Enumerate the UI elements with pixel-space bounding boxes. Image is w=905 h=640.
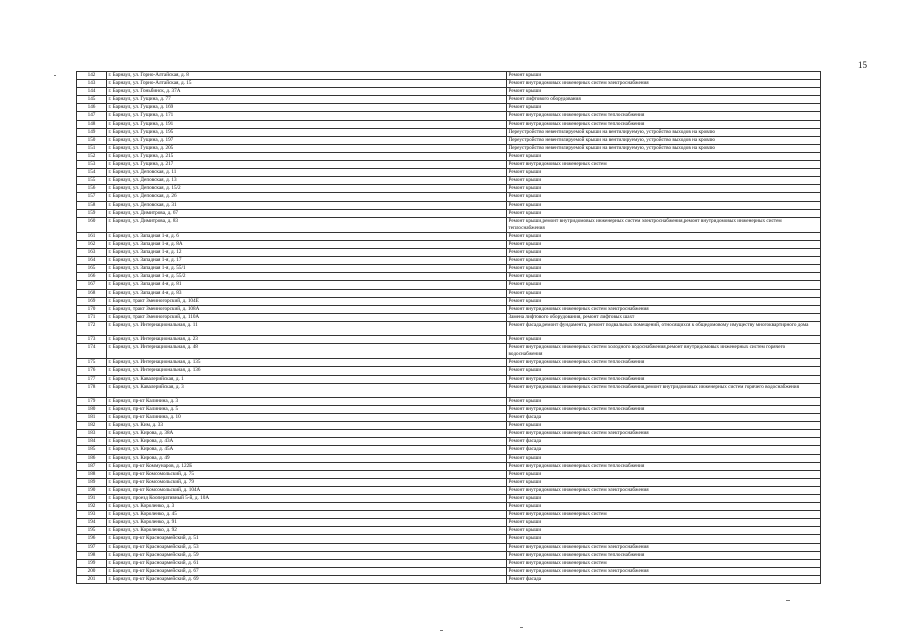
row-address: г. Барнаул, ул. Кавалерийская, д. 3 [107,383,507,397]
row-address: г. Барнаул, ул. Гущина, д. 191 [107,120,507,128]
row-address: г. Барнаул, ул. Деповская, д. 13 [107,177,507,185]
row-number: 164 [77,257,107,265]
table-row [77,80,821,88]
table-row [77,344,821,359]
table-row [77,313,821,321]
table-row [77,112,821,120]
row-address: г. Барнаул, ул. Гоньбинск, д. 37А [107,88,507,96]
row-work-type: Ремонт крыши [507,297,821,305]
row-number: 180 [77,405,107,413]
row-work-type: Ремонт внутридомовых инженерных систем теплоснабжения [507,120,821,128]
row-address: г. Барнаул, пр-кт Коммунаров, д. 122Б [107,462,507,470]
row-number: 197 [77,543,107,551]
row-number: 150 [77,136,107,144]
row-work-type: Ремонт крыши [507,527,821,535]
row-work-type: Ремонт лифтового оборудования [507,96,821,104]
table-row [77,462,821,470]
table-row [77,169,821,177]
row-number: 188 [77,470,107,478]
row-work-type: Переустройство невентилируемой крыши на вентилируемую, устройство выходов на кровлю [507,144,821,152]
table-row [77,120,821,128]
row-work-type: Ремонт фасада,ремонт фундамента, ремонт подвальных помещений, относящихся к общедомовому имуществу многоквартирного дома [507,321,821,335]
row-number: 154 [77,169,107,177]
row-number: 184 [77,438,107,446]
row-number: 163 [77,249,107,257]
table-row [77,305,821,313]
row-number: 142 [77,72,107,80]
row-number: 169 [77,297,107,305]
row-work-type: Ремонт внутридомовых инженерных систем теплоснабжения [507,462,821,470]
row-address: г. Барнаул, ул. Гущина, д. 77 [107,96,507,104]
table-row [77,281,821,289]
row-address: г. Барнаул, ул. Гущина, д. 195 [107,128,507,136]
row-work-type: Ремонт внутридомовых инженерных систем электроснабжения [507,430,821,438]
row-number: 192 [77,503,107,511]
repair-registry-table [76,71,821,584]
table-row [77,104,821,112]
row-work-type: Ремонт крыши,ремонт внутридомовых инженерных систем электроснабжения,ремонт внутридомовых инженерных систем теплоснабжения [507,217,821,232]
row-number: 201 [77,575,107,583]
row-address: г. Барнаул, ул. Западная 1-я, д. 8А [107,240,507,248]
table-row [77,217,821,232]
table-row [77,249,821,257]
row-work-type: Ремонт крыши [507,104,821,112]
row-address: г. Барнаул, ул. Западная 4-я, д. 81 [107,281,507,289]
table-row [77,72,821,80]
row-address: г. Барнаул, ул. Интернациональная, д. 135 [107,359,507,367]
row-address: г. Барнаул, ул. Горно-Алтайская, д. 8 [107,72,507,80]
table-row [77,185,821,193]
table-row [77,470,821,478]
row-number: 195 [77,527,107,535]
row-number: 181 [77,414,107,422]
row-number: 196 [77,535,107,543]
row-work-type: Ремонт внутридомовых инженерных систем электроснабжения [507,305,821,313]
row-address: г. Барнаул, ул. Интернациональная, д. 11 [107,321,507,335]
row-work-type: Ремонт крыши [507,503,821,511]
table-row [77,503,821,511]
row-address: г. Барнаул, проезд Кооперативный 5-й, д. 10А [107,494,507,502]
row-number: 157 [77,193,107,201]
table-row [77,232,821,240]
row-number: 182 [77,422,107,430]
table-row [77,144,821,152]
table-row [77,240,821,248]
row-number: 167 [77,281,107,289]
table-row [77,177,821,185]
row-work-type: Ремонт крыши [507,88,821,96]
row-address: г. Барнаул, ул. Короленко, д. 3 [107,503,507,511]
row-work-type: Ремонт крыши [507,470,821,478]
row-address: г. Барнаул, ул. Деповская, д. 15/2 [107,185,507,193]
registry-body [77,72,821,584]
row-work-type: Ремонт крыши [507,72,821,80]
row-number: 159 [77,209,107,217]
row-work-type: Ремонт крыши [507,177,821,185]
row-number: 144 [77,88,107,96]
row-address: г. Барнаул, ул. Гущина, д. 205 [107,144,507,152]
row-number: 148 [77,120,107,128]
table-row [77,336,821,344]
row-address: г. Барнаул, ул. Западная 1-я, д. 55/1 [107,265,507,273]
row-address: г. Барнаул, ул. Ким, д. 33 [107,422,507,430]
table-row [77,96,821,104]
row-number: 166 [77,273,107,281]
row-work-type: Ремонт крыши [507,367,821,375]
row-address: г. Барнаул, ул. Интернациональная, д. 136 [107,367,507,375]
row-number: 161 [77,232,107,240]
row-number: 145 [77,96,107,104]
row-work-type: Ремонт внутридомовых инженерных систем электроснабжения [507,543,821,551]
row-address: г. Барнаул, ул. Деповская, д. 26 [107,193,507,201]
row-work-type: Ремонт внутридомовых инженерных систем теплоснабжения [507,375,821,383]
table-row [77,494,821,502]
row-number: 146 [77,104,107,112]
row-address: г. Барнаул, пр-кт Комсомольский, д. 79 [107,478,507,486]
row-number: 190 [77,486,107,494]
row-work-type: Ремонт крыши [507,422,821,430]
row-number: 168 [77,289,107,297]
table-row [77,543,821,551]
row-address: г. Барнаул, ул. Западная 1-я, д. 12 [107,249,507,257]
row-number: 183 [77,430,107,438]
table-row [77,486,821,494]
row-work-type: Ремонт крыши [507,249,821,257]
row-work-type: Ремонт фасада [507,438,821,446]
row-work-type: Ремонт крыши [507,336,821,344]
row-work-type: Ремонт крыши [507,265,821,273]
row-work-type: Ремонт крыши [507,240,821,248]
row-work-type: Ремонт крыши [507,454,821,462]
row-address: г. Барнаул, ул. Кирова, д. 45А [107,446,507,454]
row-work-type: Ремонт внутридомовых инженерных систем [507,161,821,169]
table-row [77,511,821,519]
row-work-type: Ремонт внутридомовых инженерных систем теплоснабжения,ремонт внутридомовых инженерных систем горячего водоснабжения [507,383,821,397]
table-row [77,136,821,144]
row-number: 156 [77,185,107,193]
table-row [77,209,821,217]
row-number: 173 [77,336,107,344]
row-work-type: Ремонт крыши [507,478,821,486]
row-address: г. Барнаул, ул. Гущина, д. 215 [107,152,507,160]
row-address: г. Барнаул, пр-кт Красноармейский, д. 53 [107,543,507,551]
table-row [77,551,821,559]
table-row [77,383,821,397]
table-row [77,297,821,305]
row-work-type: Ремонт внутридомовых инженерных систем электроснабжения [507,567,821,575]
row-number: 153 [77,161,107,169]
table-row [77,454,821,462]
scan-mark [54,75,56,76]
table-row [77,422,821,430]
row-address: г. Барнаул, ул. Гущина, д. 217 [107,161,507,169]
row-number: 160 [77,217,107,232]
row-address: г. Барнаул, тракт Змеиногорский, д. 110А [107,313,507,321]
row-number: 170 [77,305,107,313]
table-row [77,405,821,413]
table-row [77,535,821,543]
row-work-type: Ремонт крыши [507,185,821,193]
row-address: г. Барнаул, тракт Змеиногорский, д. 104Е [107,297,507,305]
row-address: г. Барнаул, пр-кт Красноармейский, д. 67 [107,567,507,575]
row-number: 187 [77,462,107,470]
row-number: 158 [77,201,107,209]
table-row [77,161,821,169]
row-address: г. Барнаул, ул. Гущина, д. 197 [107,136,507,144]
row-address: г. Барнаул, ул. Горно-Алтайская, д. 15 [107,80,507,88]
scan-mark [786,600,790,601]
row-address: г. Барнаул, ул. Кирова, д. 43А [107,438,507,446]
row-number: 172 [77,321,107,335]
row-number: 155 [77,177,107,185]
row-work-type: Ремонт крыши [507,169,821,177]
row-address: г. Барнаул, пр-кт Красноармейский, д. 59 [107,551,507,559]
row-address: г. Барнаул, ул. Димитрова, д. 67 [107,209,507,217]
table-row [77,367,821,375]
table-row [77,575,821,583]
row-work-type: Ремонт крыши [507,273,821,281]
table-row [77,559,821,567]
table-row [77,201,821,209]
row-number: 151 [77,144,107,152]
row-number: 194 [77,519,107,527]
table-row [77,375,821,383]
table-row [77,527,821,535]
row-address: г. Барнаул, пр-кт Калинина, д. 3 [107,397,507,405]
table-row [77,446,821,454]
row-address: г. Барнаул, ул. Короленко, д. 45 [107,511,507,519]
page-number: 15 [858,60,867,70]
row-address: г. Барнаул, ул. Западная 4-я, д. 83 [107,289,507,297]
table-row [77,414,821,422]
row-work-type: Ремонт крыши [507,201,821,209]
row-address: г. Барнаул, ул. Деповская, д. 31 [107,201,507,209]
row-number: 191 [77,494,107,502]
row-work-type: Ремонт внутридомовых инженерных систем электроснабжения [507,80,821,88]
row-address: г. Барнаул, ул. Кирова, д. 49 [107,454,507,462]
row-work-type: Ремонт крыши [507,535,821,543]
row-number: 176 [77,367,107,375]
row-number: 189 [77,478,107,486]
row-work-type: Ремонт внутридомовых инженерных систем холодного водоснабжения,ремонт внутридомовых инженерных систем горячего водоснабжения [507,344,821,359]
row-number: 143 [77,80,107,88]
row-number: 186 [77,454,107,462]
row-address: г. Барнаул, ул. Короленко, д. 92 [107,527,507,535]
row-number: 199 [77,559,107,567]
table-row [77,397,821,405]
row-work-type: Ремонт крыши [507,152,821,160]
row-work-type: Ремонт внутридомовых инженерных систем теплоснабжения [507,359,821,367]
table-row [77,257,821,265]
row-number: 174 [77,344,107,359]
row-address: г. Барнаул, ул. Интернациональная, д. 23 [107,336,507,344]
table-row [77,430,821,438]
table-row [77,321,821,335]
row-address: г. Барнаул, тракт Змеиногорский, д. 108А [107,305,507,313]
table-row [77,567,821,575]
row-number: 200 [77,567,107,575]
row-work-type: Переустройство невентилируемой крыши на вентилируемую, устройство выходов на кровлю [507,136,821,144]
row-address: г. Барнаул, ул. Западная 1-я, д. 6 [107,232,507,240]
table-row [77,359,821,367]
row-work-type: Ремонт фасада [507,446,821,454]
table-row [77,289,821,297]
row-work-type: Ремонт фасада [507,414,821,422]
row-number: 185 [77,446,107,454]
row-work-type: Ремонт внутридомовых инженерных систем теплоснабжения [507,405,821,413]
row-number: 179 [77,397,107,405]
row-work-type: Ремонт внутридомовых инженерных систем [507,511,821,519]
row-address: г. Барнаул, пр-кт Красноармейский, д. 51 [107,535,507,543]
table-row [77,152,821,160]
row-address: г. Барнаул, пр-кт Комсомольский, д. 104А [107,486,507,494]
row-address: г. Барнаул, пр-кт Красноармейский, д. 69 [107,575,507,583]
row-address: г. Барнаул, ул. Гущина, д. 169 [107,104,507,112]
row-number: 198 [77,551,107,559]
row-work-type: Ремонт крыши [507,519,821,527]
row-address: г. Барнаул, ул. Деповская, д. 11 [107,169,507,177]
row-work-type: Ремонт внутридомовых инженерных систем теплоснабжения [507,112,821,120]
row-address: г. Барнаул, ул. Западная 1-я, д. 55/2 [107,273,507,281]
table-row [77,519,821,527]
table-row [77,128,821,136]
row-work-type: Ремонт крыши [507,289,821,297]
scan-mark [440,630,443,631]
row-work-type: Ремонт крыши [507,281,821,289]
row-work-type: Ремонт внутридомовых инженерных систем [507,559,821,567]
row-address: г. Барнаул, ул. Кавалерийская, д. 1 [107,375,507,383]
row-address: г. Барнаул, пр-кт Калинина, д. 5 [107,405,507,413]
row-address: г. Барнаул, ул. Гущина, д. 171 [107,112,507,120]
row-work-type: Ремонт крыши [507,397,821,405]
row-work-type: Ремонт крыши [507,257,821,265]
row-number: 171 [77,313,107,321]
row-address: г. Барнаул, пр-кт Комсомольский, д. 75 [107,470,507,478]
row-number: 149 [77,128,107,136]
row-number: 193 [77,511,107,519]
row-work-type: Ремонт внутридомовых инженерных систем электроснабжения [507,486,821,494]
row-address: г. Барнаул, ул. Западная 1-я, д. 17 [107,257,507,265]
row-work-type: Ремонт фасада [507,575,821,583]
row-number: 165 [77,265,107,273]
row-number: 147 [77,112,107,120]
row-address: г. Барнаул, пр-кт Красноармейский, д. 61 [107,559,507,567]
row-work-type: Ремонт внутридомовых инженерных систем теплоснабжения [507,551,821,559]
table-row [77,265,821,273]
row-address: г. Барнаул, ул. Интернациональная, д. 48 [107,344,507,359]
row-number: 162 [77,240,107,248]
scan-mark [520,627,523,628]
row-address: г. Барнаул, пр-кт Калинина, д. 10 [107,414,507,422]
row-work-type: Ремонт крыши [507,209,821,217]
row-number: 177 [77,375,107,383]
row-number: 175 [77,359,107,367]
row-number: 152 [77,152,107,160]
row-address: г. Барнаул, ул. Димитрова, д. 83 [107,217,507,232]
row-work-type: Ремонт крыши [507,232,821,240]
table-row [77,88,821,96]
row-work-type: Ремонт крыши [507,494,821,502]
table-row [77,478,821,486]
row-work-type: Переустройство невентилируемой крыши на вентилируемую, устройство выходов на кровлю [507,128,821,136]
table-row [77,438,821,446]
row-work-type: Замена лифтового оборудования, ремонт лифтовых шахт [507,313,821,321]
table-row [77,193,821,201]
row-number: 178 [77,383,107,397]
row-address: г. Барнаул, ул. Кирова, д. 38А [107,430,507,438]
table-row [77,273,821,281]
row-work-type: Ремонт крыши [507,193,821,201]
row-address: г. Барнаул, ул. Короленко, д. 91 [107,519,507,527]
